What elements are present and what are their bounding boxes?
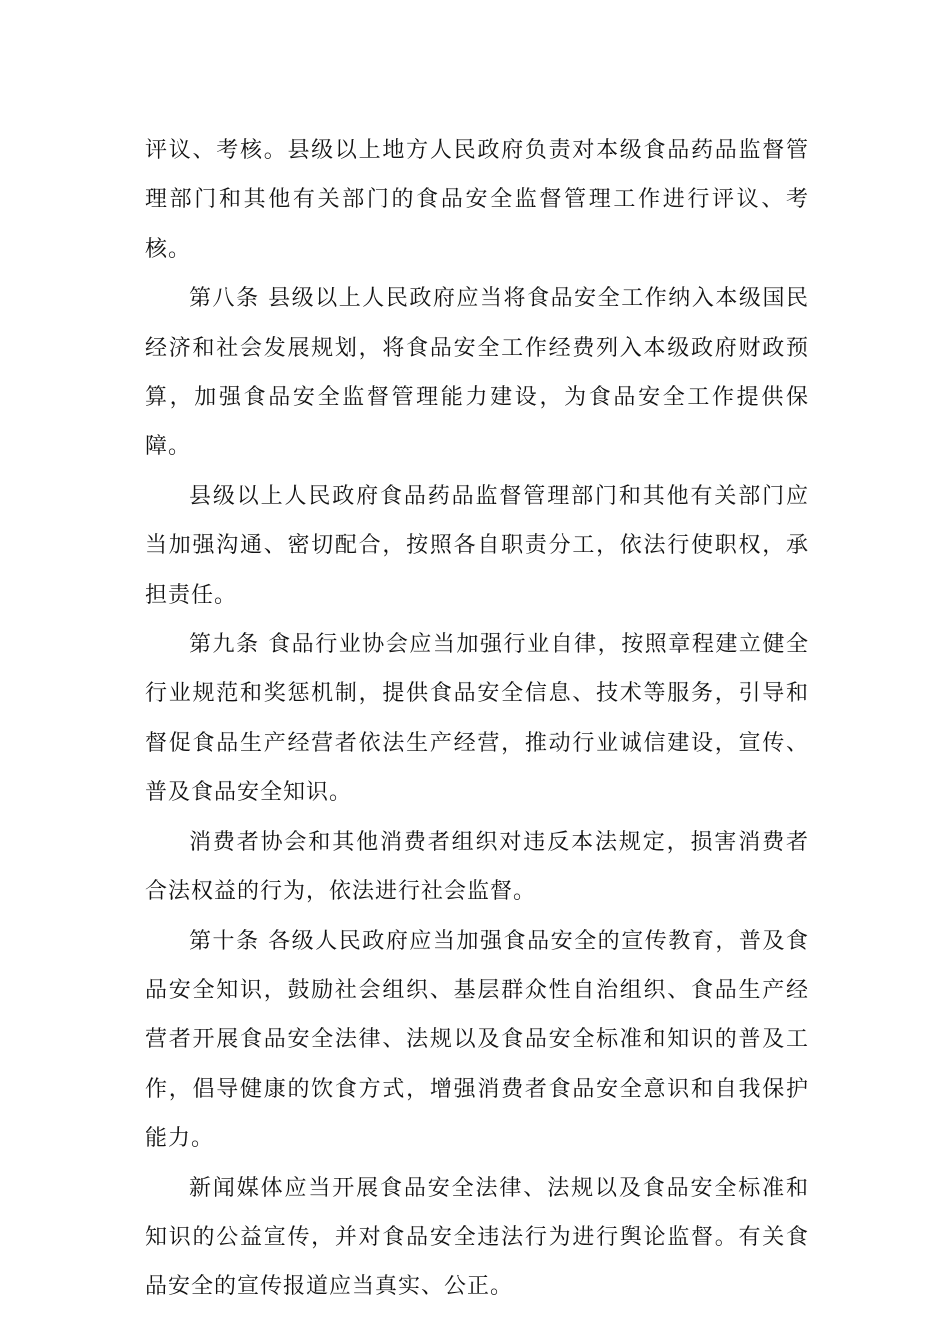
article-10-paragraph: 第十条 各级人民政府应当加强食品安全的宣传教育，普及食品安全知识，鼓励社会组织、基层群众性自治组织、食品生产经营者开展食品安全法律、法规以及食品安全标准和知识的普及工作，倡导健康的饮食方式，增强消费者食品安全意识和自我保护能力。 (145, 928, 809, 1152)
document-body (145, 126, 809, 1312)
article-9-paragraph: 第九条 食品行业协会应当加强行业自律，按照章程建立健全行业规范和奖惩机制，提供食品安全信息、技术等服务，引导和督促食品生产经营者依法生产经营，推动行业诚信建设，宣传、普及食品安全知识。 (145, 632, 809, 806)
article-8-paragraph: 第八条 县级以上人民政府应当将食品安全工作纳入本级国民经济和社会发展规划，将食品安全工作经费列入本级政府财政预算，加强食品安全监督管理能力建设，为食品安全工作提供保障。 (145, 286, 809, 460)
article-8-second-paragraph: 县级以上人民政府食品药品监督管理部门和其他有关部门应当加强沟通、密切配合，按照各自职责分工，依法行使职权，承担责任。 (145, 483, 809, 608)
article-10-second-paragraph: 新闻媒体应当开展食品安全法律、法规以及食品安全标准和知识的公益宣传，并对食品安全违法行为进行舆论监督。有关食品安全的宣传报道应当真实、公正。 (145, 1175, 809, 1300)
paragraph-continuation: 评议、考核。县级以上地方人民政府负责对本级食品药品监督管理部门和其他有关部门的食品安全监督管理工作进行评议、考核。 (145, 138, 809, 262)
article-9-second-paragraph: 消费者协会和其他消费者组织对违反本法规定，损害消费者合法权益的行为，依法进行社会监督。 (145, 829, 809, 905)
